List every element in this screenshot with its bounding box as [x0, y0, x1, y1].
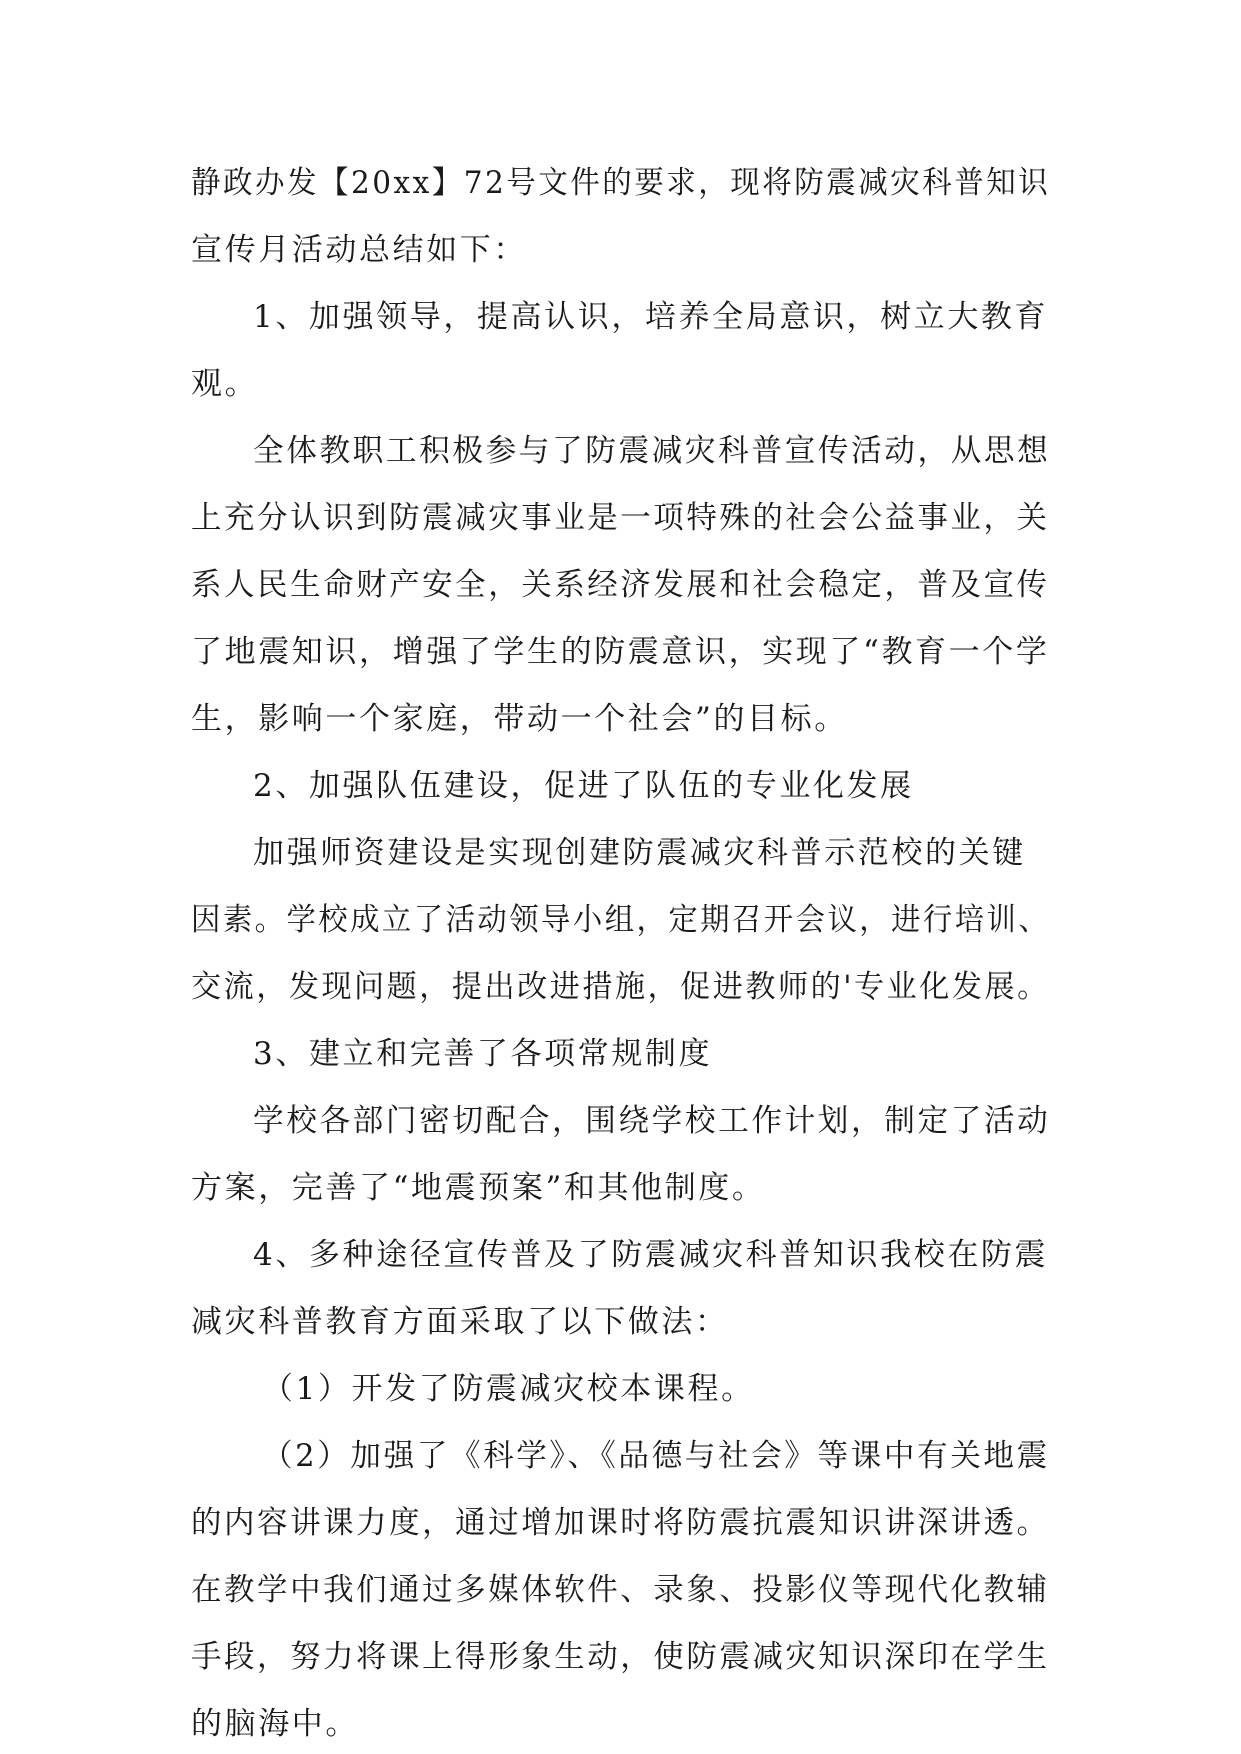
- text-line: 的脑海中。: [191, 1706, 359, 1742]
- text-line: 方案，完善了“地震预案”和其他制度。: [191, 1170, 766, 1206]
- text-line: 了地震知识，增强了学生的防震意识，实现了“教育一个学: [191, 634, 1050, 670]
- text-line: 手段，努力将课上得形象生动，使防震减灾知识深印在学生: [191, 1639, 1050, 1675]
- text-line: 学校各部门密切配合，围绕学校工作计划，制定了活动: [253, 1103, 1051, 1139]
- section-heading-2: 2、加强队伍建设，促进了队伍的专业化发展: [253, 768, 914, 804]
- text-line: 加强师资建设是实现创建防震减灾科普示范校的关键: [253, 835, 1026, 871]
- list-item-1: （1）开发了防震减灾校本课程。: [262, 1371, 755, 1407]
- text-line: 上充分认识到防震减灾事业是一项特殊的社会公益事业，关: [191, 500, 1050, 536]
- text-line: 因素。学校成立了活动领导小组，定期召开会议，进行培训、: [191, 902, 1051, 938]
- text-line: 在教学中我们通过多媒体软件、录象、投影仪等现代化教辅: [191, 1572, 1050, 1608]
- text-line: 静政办发【20xx】72号文件的要求，现将防震减灾科普知识: [191, 165, 1051, 201]
- text-line: 全体教职工积极参与了防震减灾科普宣传活动，从思想: [253, 433, 1051, 469]
- text-line: 观。: [191, 366, 259, 402]
- section-heading-3: 3、建立和完善了各项常规制度: [253, 1036, 713, 1072]
- text-line: 生，影响一个家庭，带动一个社会”的目标。: [191, 701, 848, 737]
- list-item-2: （2）加强了《科学》、《品德与社会》等课中有关地震: [262, 1438, 1050, 1474]
- section-heading-1: 1、加强领导，提高认识，培养全局意识，树立大教育: [253, 299, 1049, 335]
- text-line: 的内容讲课力度，通过增加课时将防震抗震知识讲深讲透。: [191, 1505, 1050, 1541]
- text-line: 系人民生命财产安全，关系经济发展和社会稳定，普及宣传: [191, 567, 1050, 603]
- section-heading-4: 4、多种途径宣传普及了防震减灾科普知识我校在防震: [253, 1237, 1049, 1273]
- text-line: 交流，发现问题，提出改进措施，促进教师的'专业化发展。: [191, 969, 1050, 1005]
- text-line: 宣传月活动总结如下：: [191, 232, 527, 268]
- text-line: 减灾科普教育方面采取了以下做法：: [191, 1304, 729, 1340]
